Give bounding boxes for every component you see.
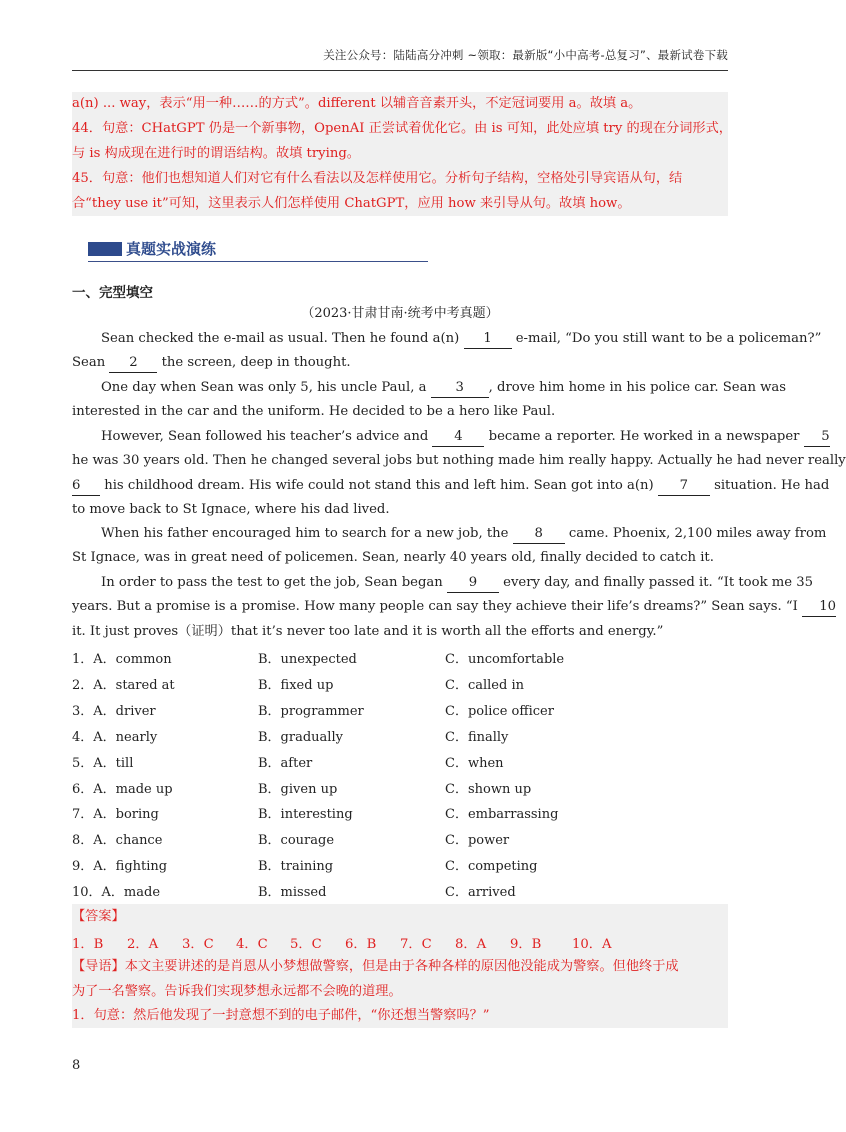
answer-item: 7．C — [400, 937, 432, 952]
passage-line: it. It just proves（证明）that it’s never too late and it is worth all the efforts and energy.” — [72, 624, 664, 639]
option-a: 3．A．driver — [72, 704, 156, 719]
blank-9: 9 — [447, 574, 499, 593]
guide-line: 为了一名警察。告诉我们实现梦想永远都不会晚的道理。 — [72, 984, 402, 999]
option-b: B．after — [258, 756, 313, 771]
option-b: B．interesting — [258, 807, 353, 822]
passage-line: years. But a promise is a promise. How many people can say they achieve their life’s dreams?” Sean says. “I 10 — [72, 595, 728, 619]
passage-line: 6 his childhood dream. His wife could not stand this and left him. Sean got into a(n) 7 situation. He had — [72, 474, 728, 498]
blank-8: 8 — [513, 525, 565, 544]
option-a: 1．A．common — [72, 652, 172, 667]
note-line: a(n) ... way，表示“用一种……的方式”。different 以辅音音素开头，不定冠词要用 a。故填 a。 — [72, 96, 642, 111]
option-a: 4．A．nearly — [72, 730, 158, 745]
option-c: C．called in — [445, 678, 524, 693]
note-line: 45．句意：他们也想知道人们对它有什么看法以及怎样使用它。分析句子结构，空格处引导宾语从句，结 — [72, 171, 683, 186]
header-rule — [72, 70, 728, 71]
option-c: C．arrived — [445, 885, 516, 900]
option-c: C．uncomfortable — [445, 652, 565, 667]
passage-line: In order to pass the test to get the job, Sean began 9 every day, and finally passed it. “It took me 35 — [101, 571, 728, 595]
explanation-line: 1．句意：然后他发现了一封意想不到的电子邮件，“你还想当警察吗？” — [72, 1008, 490, 1023]
answer-item: 10．A — [572, 937, 612, 952]
source-line: （2023·甘肃甘南·统考中考真题） — [301, 306, 499, 321]
section-bar-icon — [88, 242, 122, 256]
passage-line: However, Sean followed his teacher’s advice and 4 became a reporter. He worked in a newspaper 5 — [101, 425, 728, 449]
option-b: B．unexpected — [258, 652, 357, 667]
option-b: B．missed — [258, 885, 327, 900]
guide-line: 【导语】本文主要讲述的是肖恩从小梦想做警察，但是由于各种各样的原因他没能成为警察。但他终于成 — [72, 959, 679, 974]
answer-item: 8．A — [455, 937, 487, 952]
answer-line — [72, 933, 612, 952]
page-number: 8 — [72, 1058, 81, 1073]
option-a: 10．A．made — [72, 885, 161, 900]
option-c: C．when — [445, 756, 504, 771]
option-c: C．power — [445, 833, 510, 848]
blank-3: 3 — [431, 379, 489, 398]
passage-line: When his father encouraged him to search for a new job, the 8 came. Phoenix, 2,100 miles away from — [101, 522, 728, 546]
option-c: C．finally — [445, 730, 509, 745]
passage-line: he was 30 years old. Then he changed several jobs but nothing made him really happy. Actually he had never really — [72, 453, 846, 468]
part-title: 一、完型填空 — [72, 285, 153, 301]
blank-10: 10 — [802, 598, 836, 617]
option-a: 6．A．made up — [72, 782, 173, 797]
note-line: 与 is 构成现在进行时的谓语结构。故填 trying。 — [72, 146, 360, 161]
blank-2: 2 — [109, 354, 157, 373]
answer-label: 【答案】 — [72, 909, 125, 924]
option-c: C．competing — [445, 859, 538, 874]
blank-7: 7 — [658, 477, 710, 496]
note-line: 合“they use it”可知，这里表示人们怎样使用 ChatGPT，应用 how 来引导从句。故填 how。 — [72, 196, 631, 211]
option-c: C．embarrassing — [445, 807, 559, 822]
blank-6: 6 — [72, 477, 100, 496]
option-c: C．police officer — [445, 704, 554, 719]
option-b: B．gradually — [258, 730, 343, 745]
option-c: C．shown up — [445, 782, 532, 797]
passage-line: St Ignace, was in great need of policemen. Sean, nearly 40 years old, finally decided to catch it. — [72, 550, 714, 565]
answer-item: 4．C — [236, 937, 268, 952]
page-header: 关注公众号：陆陆高分冲刺 ~领取：最新版“小中高考-总复习”、最新试卷下载 — [323, 48, 728, 62]
answer-item: 9．B — [510, 937, 542, 952]
option-b: B．given up — [258, 782, 338, 797]
option-a: 2．A．stared at — [72, 678, 175, 693]
passage-line: One day when Sean was only 5, his uncle Paul, a 3 , drove him home in his police car. Sean was — [101, 376, 728, 400]
blank-1: 1 — [464, 330, 512, 349]
passage-line: Sean 2 the screen, deep in thought. — [72, 351, 728, 375]
note-line: 44．句意：CHatGPT 仍是一个新事物，OpenAI 正尝试着优化它。由 is 可知，此处应填 try 的现在分词形式， — [72, 121, 732, 136]
blank-4: 4 — [432, 428, 484, 447]
section-title: 真题实战演练 — [126, 240, 217, 258]
option-b: B．programmer — [258, 704, 364, 719]
answer-item: 6．B — [345, 937, 377, 952]
option-b: B．fixed up — [258, 678, 334, 693]
blank-5: 5 — [804, 428, 830, 447]
answer-item: 3．C — [182, 937, 214, 952]
answer-item: 1．B — [72, 937, 104, 952]
option-a: 8．A．chance — [72, 833, 163, 848]
option-a: 9．A．fighting — [72, 859, 168, 874]
answer-item: 2．A — [127, 937, 159, 952]
passage-line: to move back to St Ignace, where his dad lived. — [72, 502, 390, 517]
passage-line: Sean checked the e-mail as usual. Then he found a(n) 1 e-mail, “Do you still want to be a policeman?” — [101, 327, 728, 351]
option-a: 5．A．till — [72, 756, 134, 771]
answer-item: 5．C — [290, 937, 322, 952]
option-a: 7．A．boring — [72, 807, 159, 822]
option-b: B．courage — [258, 833, 335, 848]
section-banner — [88, 237, 428, 262]
passage-line: interested in the car and the uniform. He decided to be a hero like Paul. — [72, 404, 556, 419]
option-b: B．training — [258, 859, 334, 874]
